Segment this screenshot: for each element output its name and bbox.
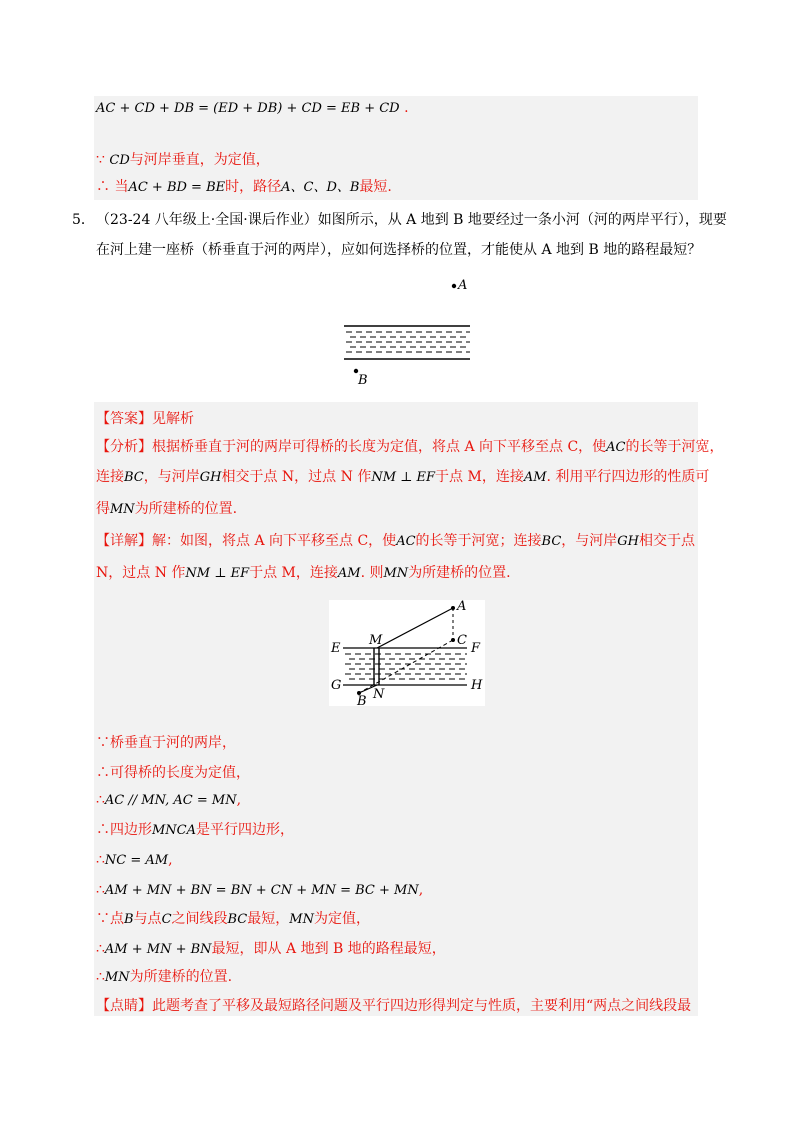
step-text: ,: [418, 882, 424, 898]
therefore-symbol: ∴: [96, 792, 105, 808]
math-expression: AM + MN + BN = BN + CN + MN = BC + MN: [104, 883, 419, 898]
math-expression: AM + MN + BN: [104, 942, 212, 957]
step-text: 点: [110, 911, 124, 927]
question-line-2: 在河上建一座桥（桥垂直于河的两岸），应如何选择桥的位置，才能使从 A 地到 B 地的路程最短？: [96, 242, 702, 258]
label-g: G: [331, 678, 342, 693]
step-text: 与点: [133, 911, 162, 927]
step-text: 可得桥的长度为定值，: [110, 765, 250, 781]
detail-figure: [329, 600, 485, 706]
top-formula-end: .: [404, 100, 409, 116]
math-expression: B: [124, 912, 134, 927]
proof-step: [96, 790, 241, 811]
therefore-symbol: ∴: [96, 765, 110, 781]
point-a-dot: [452, 284, 456, 288]
therefore-symbol: ∴: [96, 822, 110, 838]
analysis-line-2: 连接BC，与河岸GH相交于点 N，过点 N 作NM ⊥ EF于点 M，连接AM. 利用平行四边形的性质可: [96, 469, 710, 485]
proof-step: [96, 939, 446, 960]
proof-step: [96, 909, 370, 930]
step-text: ,: [168, 852, 173, 868]
therefore-symbol: ∴: [96, 941, 105, 957]
label-f: F: [471, 641, 481, 656]
step-text: 最短，即从 A 地到 B 地的路程最短，: [211, 941, 446, 957]
top-line-3: ∴ 当AC + BD = BE时，路径A、C、D、B最短.: [96, 179, 392, 195]
label-m: M: [369, 633, 383, 648]
analysis-tag: 【分析】: [96, 439, 152, 455]
therefore-symbol: ∴: [96, 969, 105, 985]
because-symbol: ∵: [96, 911, 110, 927]
step-text: 为所建桥的位置.: [129, 969, 233, 985]
answer-tag: 【答案】: [96, 411, 152, 427]
math-expression: MNCA: [152, 823, 197, 838]
detail-line-2: N，过点 N 作NM ⊥ EF于点 M，连接AM. 则MN为所建桥的位置.: [96, 565, 511, 581]
segment-am: [377, 608, 453, 648]
label-h: H: [471, 678, 483, 693]
proof-step: [96, 763, 250, 783]
math-expression: NC = AM: [104, 853, 169, 868]
proof-step: [96, 733, 236, 753]
detail-figure-box: [329, 600, 485, 706]
therefore-symbol: ∴: [96, 882, 105, 898]
step-text: 是平行四边形，: [196, 822, 295, 838]
answer-text: 见解析: [152, 411, 194, 427]
river-dashes: [346, 332, 470, 352]
because-symbol: ∵: [96, 152, 105, 168]
step-text: 为定值，: [313, 911, 370, 927]
proof-step: [96, 880, 423, 901]
because-symbol: ∵: [96, 735, 110, 751]
step-text: 四边形: [110, 822, 152, 838]
comment-tag: 【点睛】: [96, 998, 152, 1014]
math-expression: C: [161, 912, 172, 927]
math-expression: MN: [104, 970, 130, 985]
proof-step: [96, 820, 294, 841]
step-text: 之间线段: [171, 911, 228, 927]
question-figure: [330, 270, 490, 390]
question-number: 5．: [72, 212, 95, 228]
proof-step: [96, 967, 232, 988]
step-text: 最短，: [247, 911, 290, 927]
comment-text: 此题考查了平移及最短路径问题及平行四边形得判定与性质，主要利用“两点之间线段最: [152, 998, 692, 1014]
proof-step: [96, 850, 173, 871]
label-c: C: [457, 633, 467, 648]
math-expression: MN: [289, 912, 314, 927]
analysis-line-1: 【分析】根据桥垂直于河的两岸可得桥的长度为定值，将点 A 向下平移至点 C，使AC的长等于河宽，: [96, 439, 724, 455]
label-e: E: [331, 641, 341, 656]
detail-tag: 【详解】: [96, 533, 152, 549]
comment-line: [96, 996, 691, 1016]
math-expression: BC: [227, 912, 248, 927]
therefore-symbol: ∴: [96, 852, 105, 868]
point-a-label: A: [458, 278, 468, 293]
top-formula-line: [96, 98, 409, 119]
label-b: B: [357, 694, 367, 706]
question-line-1: （23-24 八年级上·全国·课后作业）如图所示，从 A 地到 B 地要经过一条小河（河的两岸平行），现要: [96, 212, 727, 228]
therefore-symbol: ∴: [96, 179, 110, 195]
step-text: ,: [236, 792, 242, 808]
label-n: N: [373, 687, 385, 702]
answer-line: [96, 409, 194, 429]
point-b-label: B: [358, 373, 368, 388]
analysis-line-3: 得MN为所建桥的位置.: [96, 501, 238, 517]
label-a: A: [457, 600, 467, 614]
top-line-2: ∵ CD与河岸垂直，为定值，: [96, 152, 270, 168]
detail-line-1: 【详解】解：如图，将点 A 向下平移至点 C，使AC的长等于河宽；连接BC，与河岸GH相交于点: [96, 533, 696, 549]
top-formula: AC + CD + DB = (ED + DB) + CD = EB + CD: [96, 101, 400, 116]
math-expression: AC // MN, AC = MN: [104, 793, 237, 808]
step-text: 桥垂直于河的两岸，: [110, 735, 236, 751]
